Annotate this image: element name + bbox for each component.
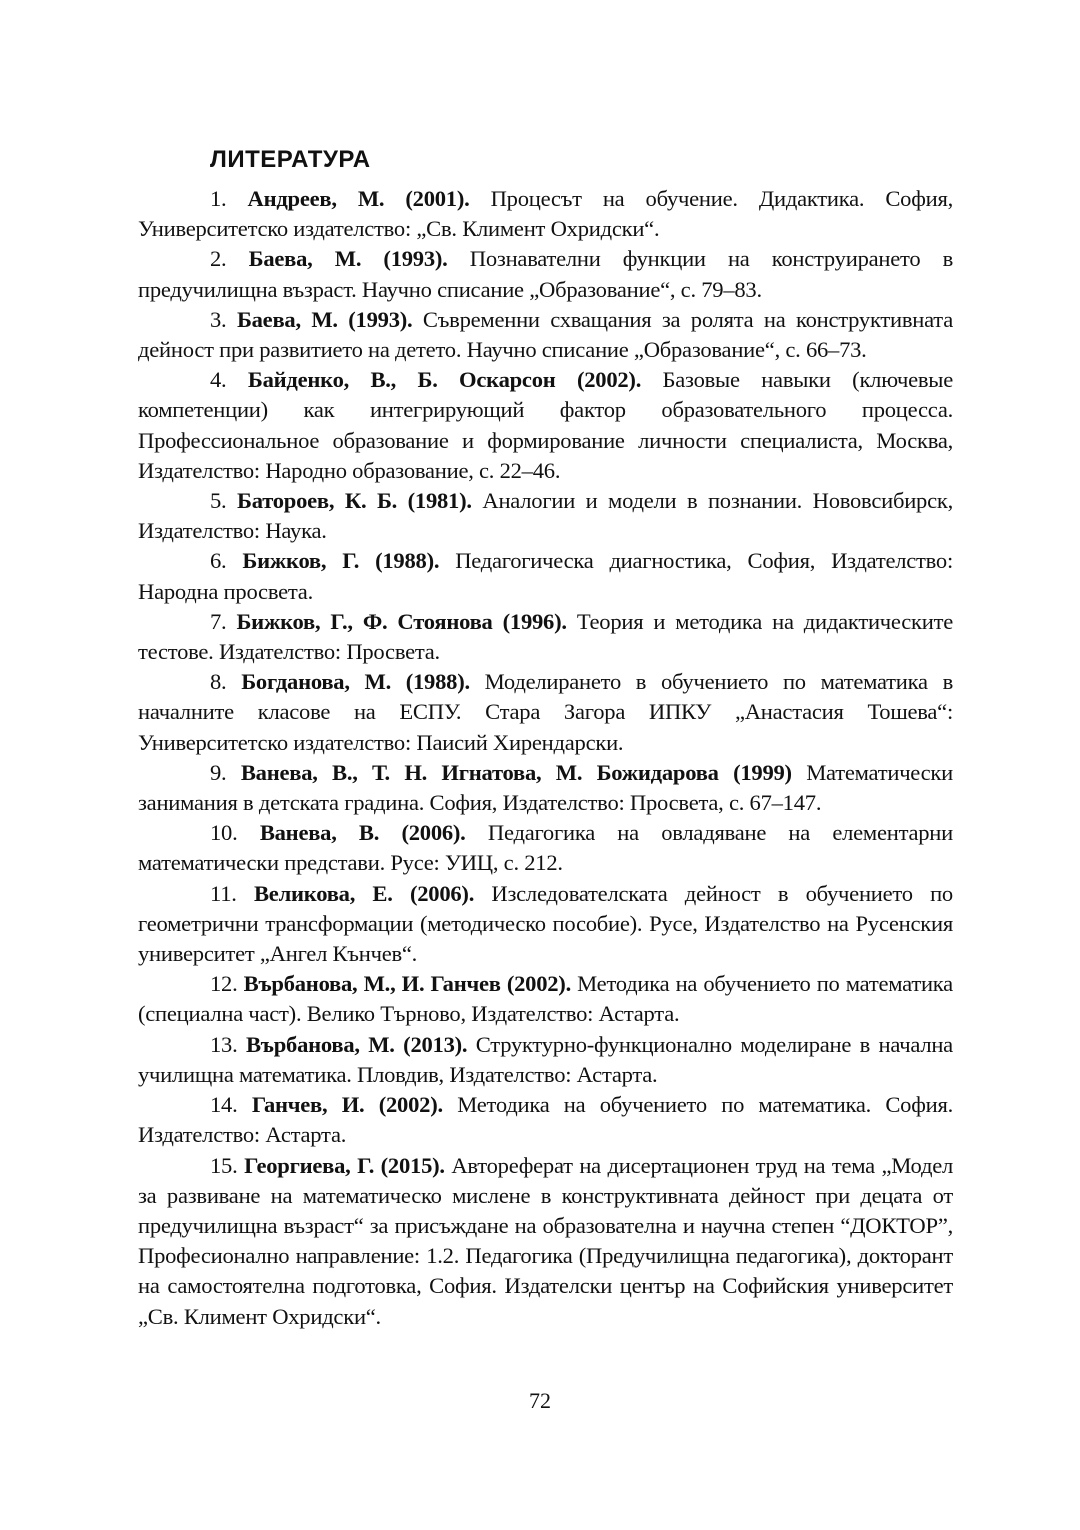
reference-number: 12. xyxy=(210,971,238,997)
reference-number: 1. xyxy=(210,186,227,211)
reference-item xyxy=(138,969,953,1029)
reference-number: 13. xyxy=(210,1031,238,1057)
reference-item xyxy=(138,1030,953,1090)
reference-author: Георгиева, Г. (2015). xyxy=(244,1152,445,1178)
reference-number: 2. xyxy=(210,246,227,272)
reference-author: Байденко, В., Б. Оскарсон (2002). xyxy=(247,367,642,393)
reference-author: Върбанова, М., И. Ганчев (2002). xyxy=(243,971,571,997)
reference-item xyxy=(138,184,953,244)
reference-number: 14. xyxy=(210,1092,238,1118)
page-number: 72 xyxy=(529,1388,551,1413)
page-content xyxy=(138,140,953,1332)
reference-number: 4. xyxy=(210,367,227,393)
reference-number: 15. xyxy=(210,1152,238,1178)
reference-author: Ганчев, И. (2002). xyxy=(251,1092,443,1118)
reference-author: Бижков, Г. (1988). xyxy=(242,548,440,574)
reference-text: Процесът на обучение. Дидактика. София, Университетско издателство: „Св. Климент Охридски“. xyxy=(138,186,954,242)
reference-item xyxy=(138,607,953,667)
reference-author: Върбанова, М. (2013). xyxy=(245,1031,468,1057)
reference-text: Базовые навыки (ключевые компетенции) как интегрирующий фактор образовательного процесса. Профессиональное образование и формирование личности специалиста, Москва, Издателство: Народно образование, с. 22–46. xyxy=(138,367,953,483)
reference-text: Аналогии и модели в познании. Нововсибирск, Издателство: Наука. xyxy=(138,488,953,544)
reference-text: Автореферат на дисертационен труд на тема „Модел за развиване на математическо мислене в конструктивната дейност при децата от предучилищна възраст“ за присъждане на образователна и научна степен “ДОКТОР”, Професионално направление: 1.2. Педагогика (Предучилищна педагогика), докторант на самостоятелна подготовка, София. Издателски център на Софийския университет „Св. Климент Охридски“. xyxy=(138,1152,953,1329)
reference-number: 11. xyxy=(210,880,237,906)
reference-author: Богданова, М. (1988). xyxy=(241,669,470,695)
reference-author: Баева, М. (1993). xyxy=(236,306,413,332)
reference-number: 9. xyxy=(210,759,227,785)
reference-text: Познавателни функции на конструирането в предучилищна възраст. Научно списание „Образование“, с. 79–83. xyxy=(138,246,953,302)
reference-author: Ванева, В., Т. Н. Игнатова, М. Божидарова (1999) xyxy=(240,759,792,785)
reference-author: Бижков, Г., Ф. Стоянова (1996). xyxy=(236,608,567,634)
reference-author: Ванева, В. (2006). xyxy=(259,820,466,846)
reference-number: 8. xyxy=(210,669,227,695)
reference-text: Теория и методика на дидактическите тестове. Издателство: Просвета. xyxy=(138,608,953,665)
reference-author: Баева, М. (1993). xyxy=(248,246,448,272)
reference-item xyxy=(138,244,953,304)
reference-text: Педагогика на овладяване на елементарни математически представи. Русе: УИЦ, с. 212. xyxy=(138,820,953,876)
reference-number: 3. xyxy=(210,306,227,332)
reference-item xyxy=(138,1090,953,1150)
reference-text: Съвременни схващания за ролята на конструктивната дейност при развитието на детето. Научно списание „Образование“, с. 66–73. xyxy=(138,306,953,363)
reference-item xyxy=(138,758,953,818)
reference-item xyxy=(138,667,953,758)
reference-text: Структурно-функционално моделиране в начална училищна математика. Пловдив, Издателство: Астарта. xyxy=(138,1031,953,1087)
reference-text: Методика на обучението по математика (специална част). Велико Търново, Издателство: Астарта. xyxy=(138,971,953,1027)
reference-item xyxy=(138,818,953,878)
reference-list xyxy=(138,184,953,1332)
reference-item xyxy=(138,305,953,365)
reference-author: Андреев, М. (2001). xyxy=(247,186,470,211)
reference-number: 5. xyxy=(210,488,227,514)
reference-item xyxy=(138,1151,953,1332)
section-heading: ЛИТЕРАТУРА xyxy=(210,146,371,173)
reference-number: 10. xyxy=(210,820,238,846)
reference-text: Моделирането в обучението по математика в началните класове на ЕСПУ. Стара Загора ИПКУ „Анастасия Тошева“: Университетско издателство: Паисий Хирендарски. xyxy=(138,669,953,755)
reference-item xyxy=(138,546,953,606)
reference-text: Методика на обучението по математика. София. Издателство: Астарта. xyxy=(138,1092,953,1148)
reference-item xyxy=(138,486,953,546)
reference-number: 6. xyxy=(210,548,227,574)
reference-author: Батороев, К. Б. (1981). xyxy=(237,488,472,514)
reference-item xyxy=(138,365,953,486)
reference-item xyxy=(138,879,953,970)
reference-author: Великова, Е. (2006). xyxy=(253,880,475,906)
reference-number: 7. xyxy=(210,608,227,634)
reference-text: Математически занимания в детската градина. София, Издателство: Просвета, с. 67–147. xyxy=(138,759,953,816)
reference-text: Педагогическа диагностика, София, Издателство: Народна просвета. xyxy=(138,548,954,604)
reference-text: Изследователската дейност в обучението по геометрични трансформации (методическо пособие). Русе, Издателство на Русенския университет „Ангел Кънчев“. xyxy=(138,880,953,967)
